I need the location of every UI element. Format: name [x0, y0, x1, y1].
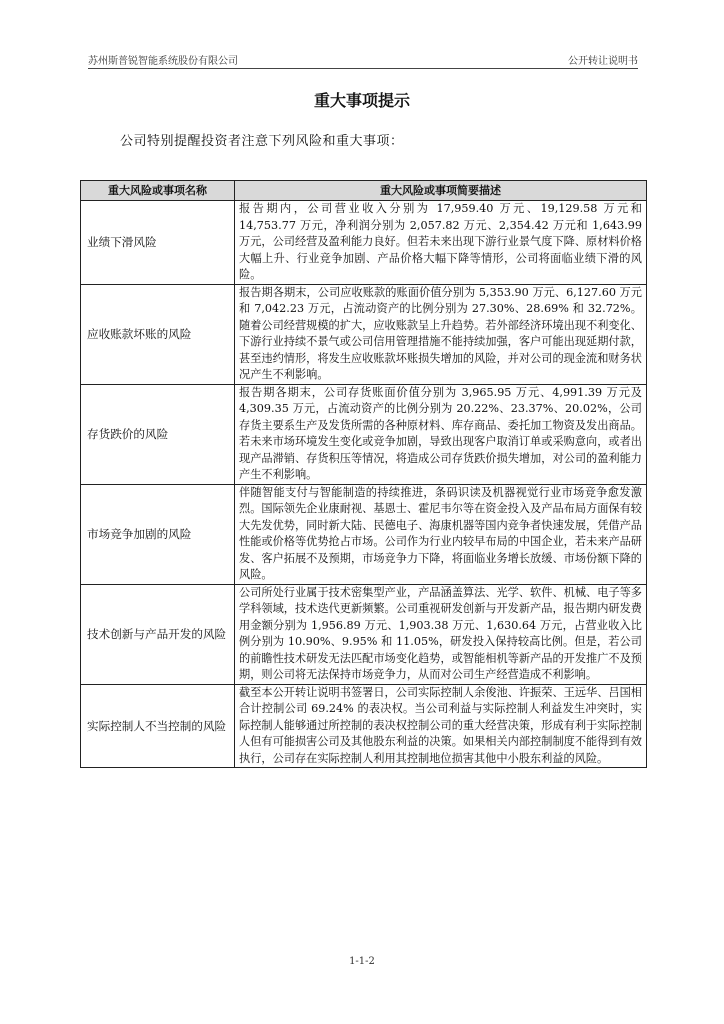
risk-name: 技术创新与产品开发的风险 — [81, 584, 235, 684]
risk-name: 应收账款坏账的风险 — [81, 284, 235, 384]
table-row — [81, 684, 647, 768]
risk-name: 业绩下滑风险 — [81, 201, 235, 285]
table-row — [81, 484, 647, 584]
column-header-name: 重大风险或事项名称 — [81, 181, 235, 201]
risk-name: 市场竞争加剧的风险 — [81, 484, 235, 584]
page-number: 1-1-2 — [349, 956, 375, 967]
table-row — [81, 201, 647, 285]
risk-description: 截至本公开转让说明书签署日，公司实际控制人余俊池、许振荣、王远华、吕国相合计控制公司 69.24% 的表决权。当公司利益与实际控制人利益发生冲突时，实际控制人能够通过所控制的表决权控制公司的重大经营决策，形成有利于实际控制人但有可能损害公司及其他股东利益的决策。如果相关内部控制制度不能得到有效执行，公司存在实际控制人利用其控制地位损害其他中小股东利益的风险。 — [235, 684, 647, 768]
risk-description: 公司所处行业属于技术密集型产业，产品涵盖算法、光学、软件、机械、电子等多学科领域，技术迭代更新频繁。公司重视研发创新与开发新产品，报告期内研发费用金额分别为 1,956.89 万元、1,903.38 万元、1,630.64 万元，占营业收入比例分别为 10.90%、9.95% 和 11.05%，研发投入保持较高比例。但是，若公司的前瞻性技术研发无法匹配市场变化趋势，或智能相机等新产品的开发推广不及预期，则公司将无法保持市场竞争力，从而对公司生产经营造成不利影响。 — [235, 584, 647, 684]
header-company-name: 苏州斯普锐智能系统股份有限公司 — [88, 56, 238, 67]
risk-name: 存货跌价的风险 — [81, 384, 235, 484]
risk-description: 报告期内，公司营业收入分别为 17,959.40 万元、19,129.58 万元和 14,753.77 万元，净利润分别为 2,057.82 万元、2,354.42 万元和 1,643.99 万元，公司经营及盈利能力良好。但若未来出现下游行业景气度下降、原材料价格大幅上升、行业竞争加剧、产品价格大幅下降等情形，公司将面临业绩下滑的风险。 — [235, 201, 647, 285]
table-header-row — [81, 181, 647, 201]
table-row — [81, 384, 647, 484]
page-title: 重大事项提示 — [313, 91, 410, 110]
intro-paragraph: 公司特别提醒投资者注意下列风险和重大事项： — [120, 134, 404, 149]
table-row — [81, 284, 647, 384]
risk-description: 报告期各期末，公司应收账款的账面价值分别为 5,353.90 万元、6,127.60 万元和 7,042.23 万元，占流动资产的比例分别为 27.30%、28.69% 和 32.72%。随着公司经营规模的扩大，应收账款呈上升趋势。若外部经济环境出现不利变化、下游行业持续不景气或公司信用管理措施不能持续加强，客户可能出现延期付款，甚至违约情形，将发生应收账款坏账损失增加的风险，并对公司的现金流和财务状况产生不利影响。 — [235, 284, 647, 384]
risk-description: 报告期各期末，公司存货账面价值分别为 3,965.95 万元、4,991.39 万元及 4,309.35 万元，占流动资产的比例分别为 20.22%、23.37%、20.02%，公司存货主要系生产及发货所需的各种原材料、库存商品、委托加工物资及发出商品。若未来市场环境发生变化或竞争加剧，导致出现客户取消订单或采购意向，或者出现产品滞销、存货积压等情况，将造成公司存货跌价损失增加，对公司的盈利能力产生不利影响。 — [235, 384, 647, 484]
risk-name: 实际控制人不当控制的风险 — [81, 684, 235, 768]
page-header — [88, 48, 638, 69]
risk-table — [80, 180, 647, 768]
table-row — [81, 584, 647, 684]
risk-description: 伴随智能支付与智能制造的持续推进，条码识读及机器视觉行业市场竞争愈发激烈。国际领先企业康耐视、基恩士、霍尼韦尔等在资金投入及产品布局方面保有较大先发优势，同时新大陆、民德电子、海康机器等国内竞争者快速发展，凭借产品性能或价格等优势抢占市场。公司作为行业内较早布局的中国企业，若未来产品研发、客户拓展不及预期，市场竞争力下降，将面临业务增长放缓、市场份额下降的风险。 — [235, 484, 647, 584]
column-header-description: 重大风险或事项简要描述 — [235, 181, 647, 201]
header-document-type: 公开转让说明书 — [568, 56, 638, 67]
